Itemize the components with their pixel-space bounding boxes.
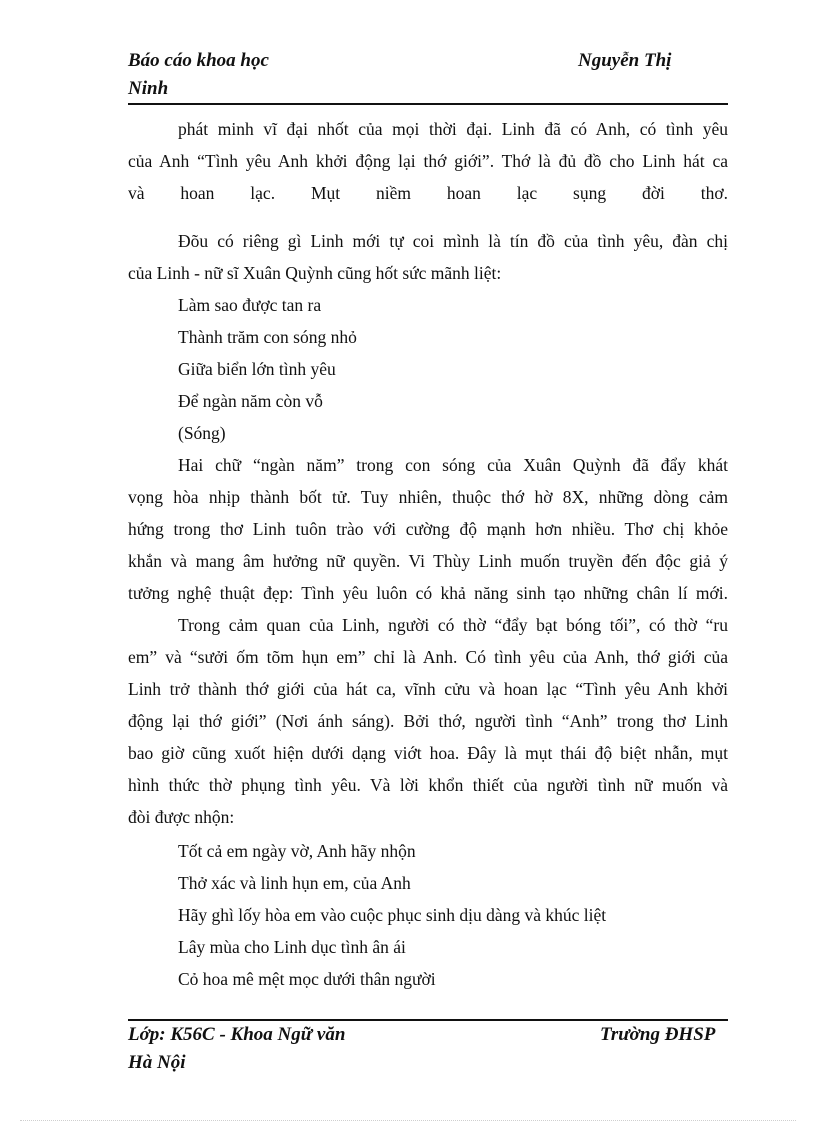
text-line: vọng hòa nhịp thành bốt tử. Tuy nhiên, thuộc thớ hờ 8X, những dòng cảm [128, 487, 728, 507]
verse-line: Giữa biển lớn tình yêu [178, 359, 336, 379]
header-rule [128, 103, 728, 105]
verse-line: Để ngàn năm còn vỗ [178, 391, 323, 411]
text-line: hứng trong thơ Linh tuôn trào với cường độ mạnh hơn nhiều. Thơ chị khỏe [128, 519, 728, 539]
header-title: Báo cáo khoa học [128, 50, 269, 71]
text-line: Đõu có riêng gì Linh mới tự coi mình là tín đồ của tình yêu, đàn chị [178, 231, 728, 251]
text-line: tưởng nghệ thuật đẹp: Tình yêu luôn có khả năng sinh tạo những chân lí mới. [128, 583, 728, 603]
footer-city: Hà Nội [128, 1052, 186, 1073]
text-line: Linh trở thành thớ giới của hát ca, vĩnh cửu và hoan lạc “Tình yêu Anh khởi [128, 679, 728, 699]
footer-left [128, 1021, 345, 1077]
text-line: hình thức thờ phụng tình yêu. Và lời khổn thiết của người tình nữ muốn và [128, 775, 728, 795]
verse-line: Tốt cả em ngày vờ, Anh hãy nhộn [178, 841, 416, 861]
text-line: động lại thớ giới” (Nơi ánh sáng). Bởi thớ, người tình “Anh” trong thơ Linh [128, 711, 728, 731]
verse-line: Làm sao được tan ra [178, 295, 322, 315]
verse-line: Thở xác và linh hụn em, của Anh [178, 873, 411, 893]
page-edge-divider [20, 1120, 796, 1121]
verse-line: Cỏ hoa mê mệt mọc dưới thân người [178, 969, 436, 989]
header-left [128, 47, 269, 103]
verse-line: Hãy ghì lốy hòa em vào cuộc phục sinh dịu dàng và khúc liệt [178, 905, 607, 925]
verse-source: (Sóng) [178, 423, 226, 443]
text-line: đòi được nhộn: [128, 807, 235, 827]
text-line: Trong cảm quan của Linh, người có thờ “đẩy bạt bóng tối”, có thờ “ru [178, 615, 728, 635]
text-line: của Anh “Tình yêu Anh khởi động lại thớ giới”. Thớ là đủ đồ cho Linh hát ca [128, 151, 728, 171]
text-line: khắn và mang âm hưởng nữ quyền. Vi Thùy Linh muốn truyền đến độc giả ý [128, 551, 728, 571]
text-line: của Linh - nữ sĩ Xuân Quỳnh cũng hốt sức mãnh liệt: [128, 263, 502, 283]
text-line: phát minh vĩ đại nhốt của mọi thời đại. Linh đã có Anh, có tình yêu [178, 119, 728, 139]
footer-class: Lớp: K56C - Khoa Ngữ văn [128, 1024, 346, 1045]
verse-line: Thành trăm con sóng nhỏ [178, 327, 357, 347]
text-line: và hoan lạc. Mụt niềm hoan lạc sụng đời thơ. [128, 183, 728, 203]
text-line: em” và “sưởi ốm tõm hụn em” chỉ là Anh. Có tình yêu của Anh, thớ giới của [128, 647, 728, 667]
footer-school: Trường ĐHSP [600, 1024, 716, 1045]
text-line: bao giờ cũng xuốt hiện dưới dạng viớt hoa. Đây là mụt thái độ biệt nhẫn, mụt [128, 743, 728, 763]
header-title-continued: Ninh [128, 78, 169, 99]
header-author: Nguyễn Thị [578, 50, 672, 71]
text-line: Hai chữ “ngàn năm” trong con sóng của Xuân Quỳnh đã đẩy khát [178, 455, 728, 475]
verse-line: Lây mùa cho Linh dục tình ân ái [178, 937, 406, 957]
